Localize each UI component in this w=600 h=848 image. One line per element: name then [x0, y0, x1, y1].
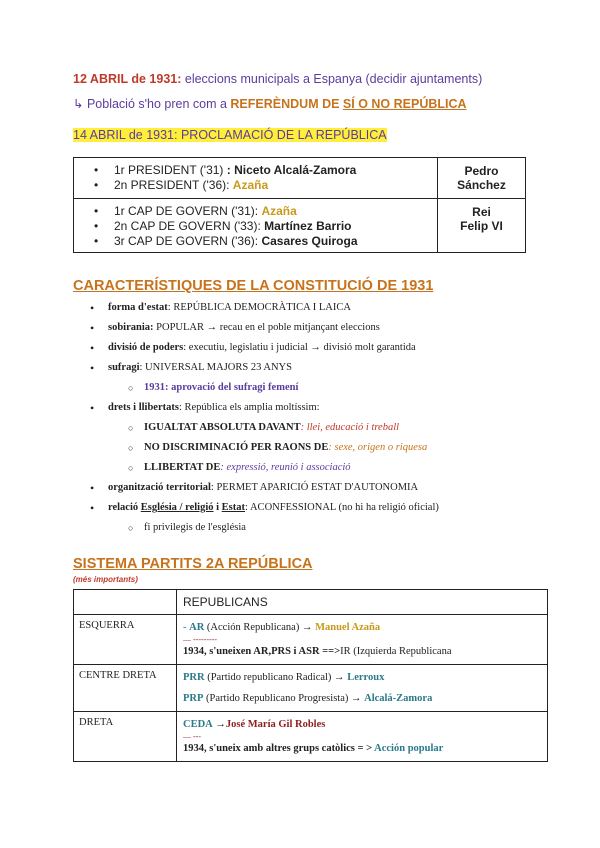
referendum-label: REFERÈNDUM DE [230, 97, 343, 111]
presidents-side-cell: Pedro Sánchez [438, 158, 526, 199]
presidents-row [74, 158, 526, 199]
referendum-intro: Població s'ho pren com a [83, 97, 231, 111]
parties-table [73, 589, 548, 762]
table-row [74, 615, 548, 665]
table-cell: CEDA →José María Gil Robles — --- 1934, s'uneix amb altres grups catòlics = > Acción popular [177, 712, 548, 762]
table-row [74, 665, 548, 712]
list-item: • relació Església / religió i Estat: ACONFESSIONAL (no hi ha religió oficial) [88, 498, 558, 518]
header-republicans: REPUBLICANS [177, 590, 548, 615]
list-item: ○ 1931: aprovació del sufragi femení [88, 378, 558, 398]
row-label-dreta: DRETA [74, 712, 177, 762]
list-item: • forma d'estat: REPÚBLICA DEMOCRÀTICA I LAICA [88, 298, 558, 318]
list-item: • 1r PRESIDENT ('31) : Niceto Alcalá-Zamora [86, 163, 437, 178]
list-item: • sobirania: POPULAR → recau en el poble mitjançant eleccions [88, 318, 558, 338]
line-proclamation [73, 128, 387, 142]
return-arrow-icon: ↳ [73, 97, 84, 111]
table-cell: PRR (Partido republicano Radical) → Lerroux PRP (Partido Republicano Progresista) → Alcalá-Zamora [177, 665, 548, 712]
line-referendum [73, 96, 467, 111]
list-item: • organització territorial: PERMET APARICIÓ ESTAT D'AUTONOMIA [88, 478, 558, 498]
list-item: • divisió de poders: executiu, legislatiu i judicial → divisió molt garantida [88, 338, 558, 358]
list-item: • 2n PRESIDENT ('36): Azaña [86, 178, 437, 193]
parties-title: SISTEMA PARTITS 2A REPÚBLICA [73, 556, 313, 572]
row-label-esquerra: ESQUERRA [74, 615, 177, 665]
constitution-title: CARACTERÍSTIQUES DE LA CONSTITUCIÓ DE 1931 [73, 278, 434, 294]
parties-subtitle: (més importants) [73, 575, 138, 584]
elections-text: eleccions municipals a Espanya (decidir ajuntaments) [181, 72, 483, 86]
list-item: ○ fi privilegis de l'església [88, 518, 558, 538]
table-row [74, 590, 548, 615]
list-item: ○ LLIBERTAT DE: expressió, reunió i associació [88, 458, 558, 478]
govern-cell [74, 199, 438, 253]
list-item: • 2n CAP DE GOVERN ('33): Martínez Barrio [86, 219, 437, 234]
govern-side-cell: Rei Felip VI [438, 199, 526, 253]
elections-date: 12 ABRIL de 1931: [73, 72, 182, 86]
list-item: • 3r CAP DE GOVERN ('36): Casares Quiroga [86, 234, 437, 249]
table-row [74, 712, 548, 762]
list-item: • drets i llibertats: República els amplia moltíssim: [88, 398, 558, 418]
list-item: ○ IGUALTAT ABSOLUTA DAVANT: llei, educació i treball [88, 418, 558, 438]
list-item: • sufragi: UNIVERSAL MAJORS 23 ANYS [88, 358, 558, 378]
presidents-cell [74, 158, 438, 199]
table-cell: - AR (Acción Republicana) → Manuel Azaña — --------- 1934, s'uneixen AR,PRS i ASR ==>IR (Izquierda Republicana [177, 615, 548, 665]
list-item: ○ NO DISCRIMINACIÓ PER RAONS DE: sexe, origen o riquesa [88, 438, 558, 458]
proclamation-text: 14 ABRIL de 1931: PROCLAMACIÓ DE LA REPÚBLICA [73, 128, 387, 142]
line-elections [73, 72, 482, 86]
constitution-list [88, 298, 558, 538]
table-cell [74, 590, 177, 615]
row-label-centre: CENTRE DRETA [74, 665, 177, 712]
list-item: • 1r CAP DE GOVERN ('31): Azaña [86, 204, 437, 219]
govern-row [74, 199, 526, 253]
referendum-question: SÍ O NO REPÚBLICA [342, 97, 467, 111]
presidents-table [73, 157, 526, 253]
